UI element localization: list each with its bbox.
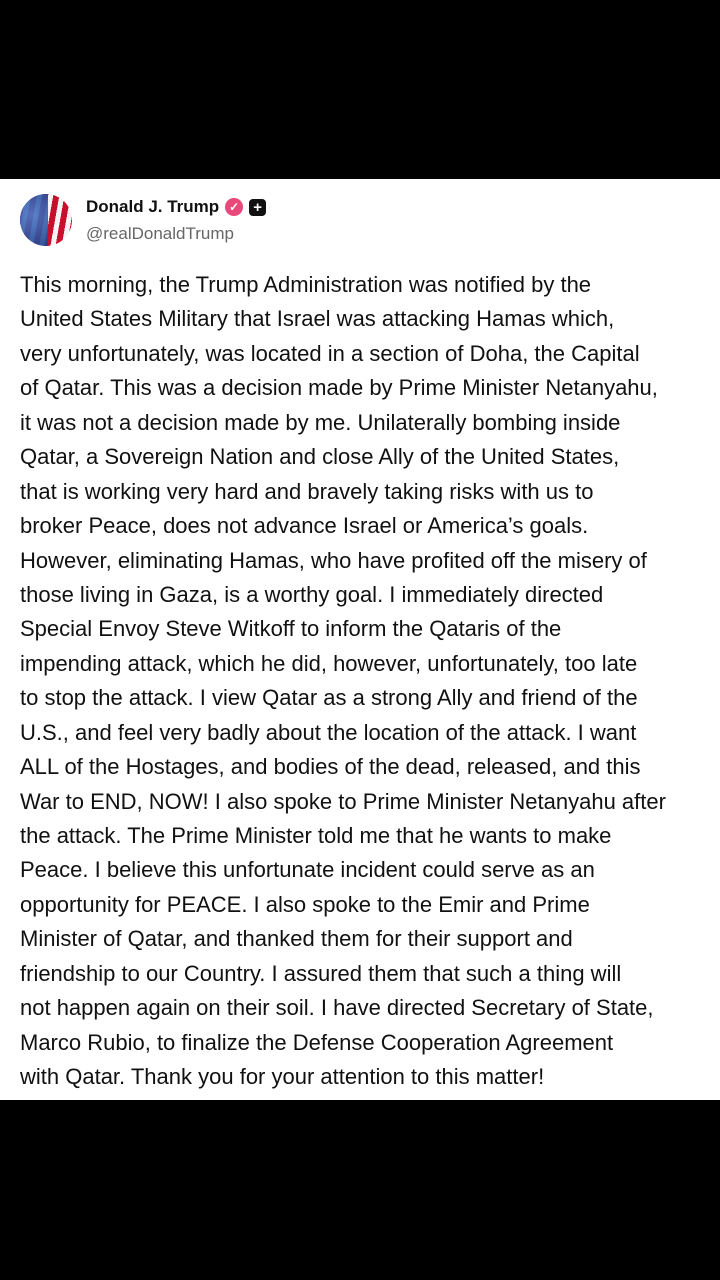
post-text-line: not happen again on their soil. I have directed Secretary of State, — [20, 995, 654, 1021]
post-text-line: impending attack, which he did, however, unfortunately, too late — [20, 650, 638, 676]
post-text-line: to stop the attack. I view Qatar as a strong Ally and friend of the — [20, 685, 638, 711]
post-text-line: War to END, NOW! I also spoke to Prime Minister Netanyahu after — [20, 788, 666, 814]
post-text-line: that is working very hard and bravely taking risks with us to — [20, 478, 594, 504]
post-text-line: with Qatar. Thank you for your attention to this matter! — [20, 1064, 545, 1090]
post-text-line: This morning, the Trump Administration was notified by the — [20, 272, 592, 297]
post-text-line: it was not a decision made by me. Unilaterally bombing inside — [20, 409, 621, 435]
post-text-line: the attack. The Prime Minister told me that he wants to make — [20, 823, 612, 848]
post-text-line: Special Envoy Steve Witkoff to inform the Qataris of the — [20, 616, 562, 642]
post-text-line: ALL of the Hostages, and bodies of the dead, released, and this — [20, 754, 641, 780]
post-text-line: Minister of Qatar, and thanked them for their support and — [20, 926, 573, 952]
author-row — [86, 197, 266, 217]
post-text-line: United States Military that Israel was attacking Hamas which, — [20, 306, 615, 332]
post-text-line: U.S., and feel very badly about the location of the attack. I want — [20, 719, 637, 745]
post-text-line: Marco Rubio, to finalize the Defense Cooperation Agreement — [20, 1029, 614, 1055]
post-text-line: very unfortunately, was located in a section of Doha, the Capital — [20, 340, 640, 366]
post-text-line: Qatar, a Sovereign Nation and close Ally of the United States, — [20, 444, 620, 470]
avatar[interactable] — [20, 194, 72, 246]
post-text-line: those living in Gaza, is a worthy goal. I immediately directed — [20, 581, 604, 607]
post-text-line: of Qatar. This was a decision made by Prime Minister Netanyahu, — [20, 375, 658, 401]
author-name[interactable]: Donald J. Trump — [86, 197, 220, 216]
post-body — [20, 268, 710, 1095]
post-text-line: However, eliminating Hamas, who have profited off the misery of — [20, 547, 647, 573]
plus-badge-icon: + — [249, 199, 266, 216]
author-handle[interactable]: @realDonaldTrump — [86, 224, 234, 243]
verified-badge-icon: ✓ — [225, 198, 243, 216]
post-text-line: broker Peace, does not advance Israel or America’s goals. — [20, 513, 589, 539]
post-text-line: opportunity for PEACE. I also spoke to the Emir and Prime — [20, 891, 590, 917]
post-text-line: friendship to our Country. I assured them that such a thing will — [20, 960, 622, 986]
post-text-line: Peace. I believe this unfortunate incident could serve as an — [20, 857, 595, 883]
